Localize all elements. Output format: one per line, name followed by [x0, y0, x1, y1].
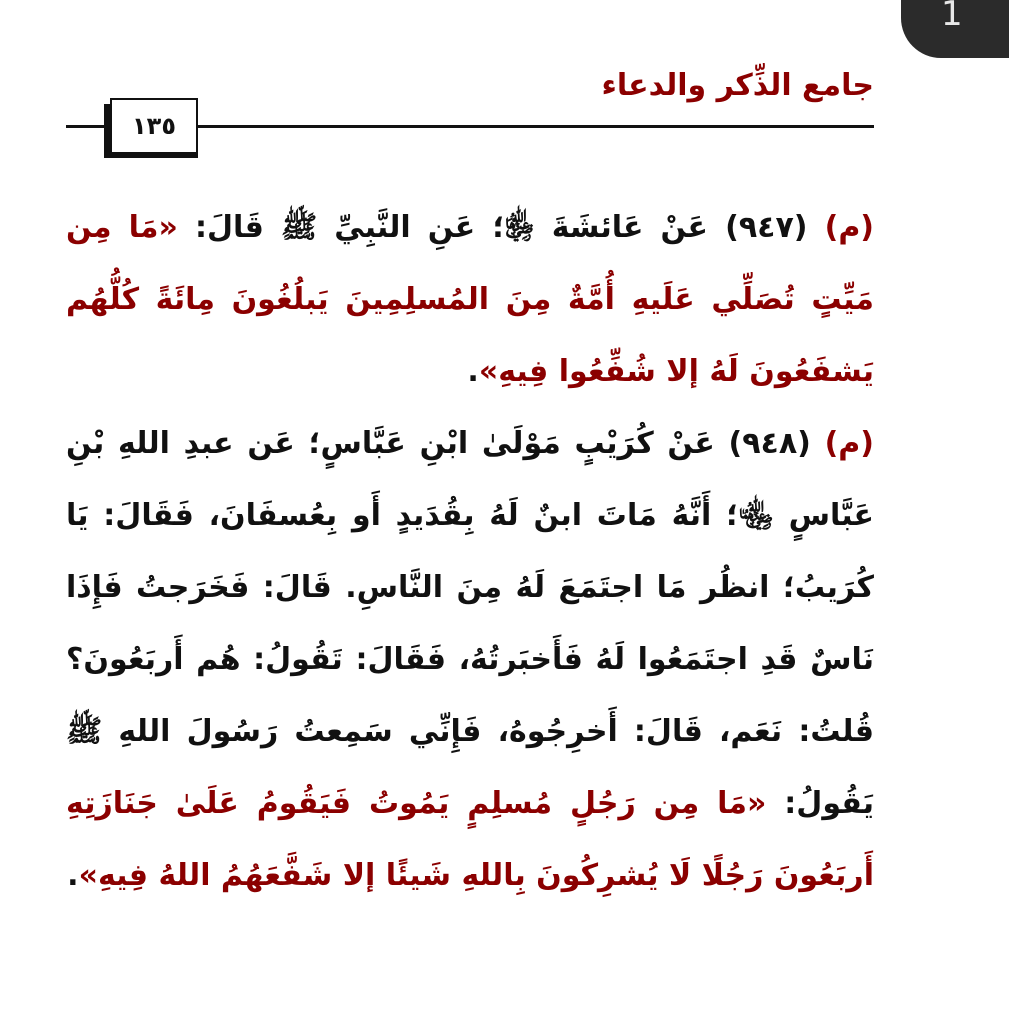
hadith-948-narration: عَنْ كُرَيْبٍ مَوْلَىٰ ابْنِ عَبَّاسٍ؛ عَن عبدِ اللهِ بْنِ عَبَّاسٍ ﵄؛ أَنَّهُ مَاتَ ابنٌ لَهُ بِقُدَيدٍ أَو بِعُسفَانَ، فَقَالَ: يَا كُرَيبُ؛ انظُر مَا اجتَمَعَ لَهُ مِنَ النَّاسِ. قَالَ: فَخَرَجتُ فَإِذَا نَاسٌ قَدِ اجتَمَعُوا لَهُ فَأَخبَرتُهُ، فَقَالَ: تَقُولُ: هُم أَربَعُونَ؟ قُلتُ: نَعَم، قَالَ: أَخرِجُوهُ، فَإِنِّي سَمِعتُ رَسُولَ اللهِ ﷺ يَقُولُ:: [66, 426, 874, 821]
page-indicator-number: 1: [941, 0, 963, 34]
page-number: ١٣٥: [110, 98, 198, 154]
hadith-947-end: .: [467, 354, 479, 389]
hadith-948-source: (م): [824, 426, 874, 461]
hadith-947-number: (٩٤٧): [725, 210, 808, 245]
hadith-947-source: (م): [824, 210, 875, 245]
running-title: جامع الذِّكر والدعاء: [601, 68, 874, 103]
hadith-948-quote: «مَا مِن رَجُلٍ مُسلِمٍ يَمُوتُ فَيَقُومُ عَلَىٰ جَنَازَتِهِ أَربَعُونَ رَجُلًا لَا يُشرِكُونَ بِاللهِ شَيئًا إلا شَفَّعَهُمُ اللهُ فِيهِ»: [66, 786, 874, 893]
hadith-947-quote: «مَا مِن مَيِّتٍ تُصَلِّي عَلَيهِ أُمَّةٌ مِنَ المُسلِمِينَ يَبلُغُونَ مِائَةً كُلُّهُم يَشفَعُونَ لَهُ إلا شُفِّعُوا فِيهِ»: [66, 210, 874, 389]
hadith-948-number: (٩٤٨): [728, 426, 811, 461]
page-body: [66, 192, 874, 912]
hadith-948: [66, 408, 874, 912]
hadith-947-intro: عَنْ عَائشَةَ ﵂؛ عَنِ النَّبِيِّ ﷺ قَالَ:: [194, 210, 709, 245]
hadith-947: [66, 192, 874, 408]
hadith-948-end: .: [67, 858, 79, 893]
